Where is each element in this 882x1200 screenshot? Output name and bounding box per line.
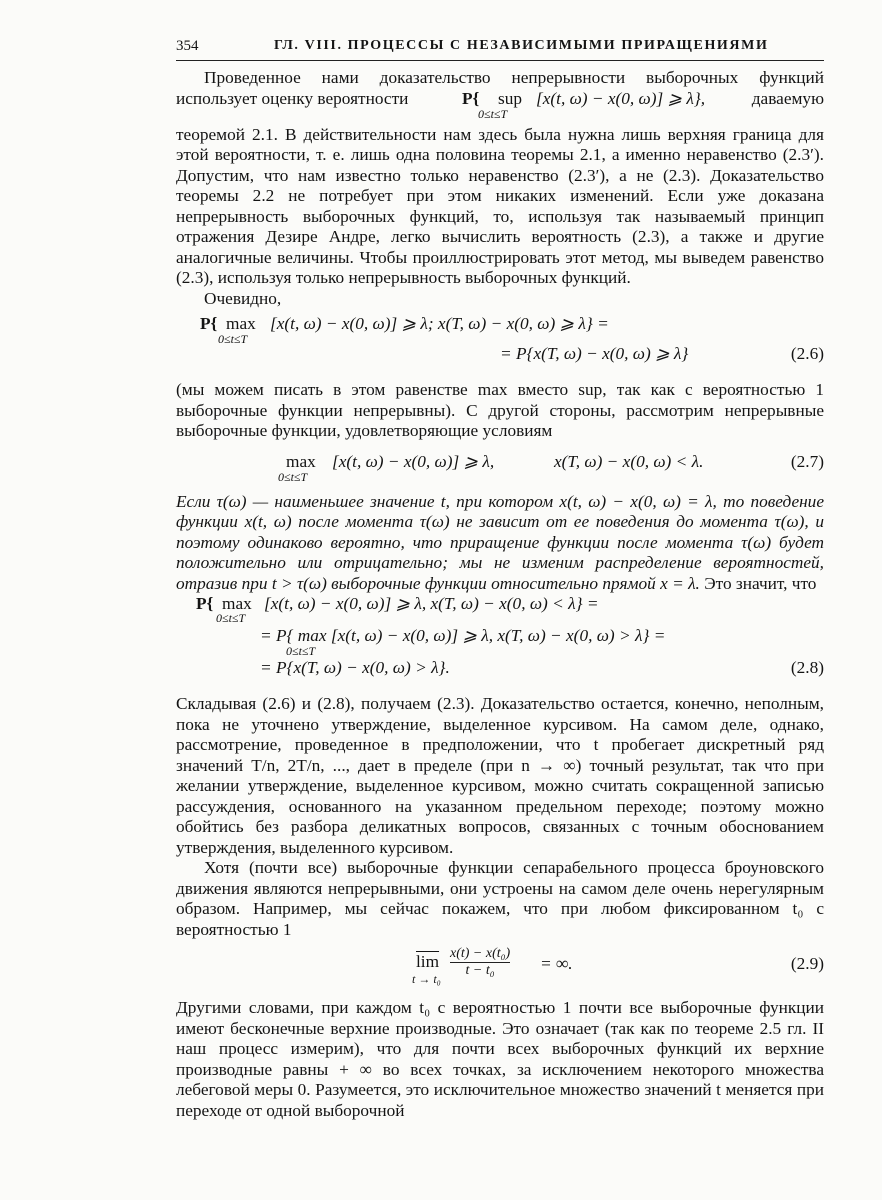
paragraph-1-rest: теоремой 2.1. В действительности нам здесь была нужна лишь верхняя граница для этой вероятности, т. е. лишь одна половина теоремы 2.1, а именно неравенство (2.3′). Допустим, что нам известно только неравенство (2.3′), а не (2.3). Доказательство теоремы 2.2 не потребует при этом никаких изменений. Если уже доказана непрерывность выборочных функций, то, используя так называемый принцип отражения Дезире Андре, легко вычислить вероятность (2.3), а также и другие аналогичные величины. Чтобы проиллюстрировать этот метод, мы выведем равенство (2.3), используя только непрерывность выборочных функций. — [176, 124, 824, 287]
paragraph-7: Другими словами, при каждом t₀ с вероятностью 1 почти все выборочные функции имеют бесконечные верхние производные. Это означает (так как по теореме 2.5 гл. II наш процесс измерим), что для почти всех выборочных функций их верхние производные равны + ∞ во всех точках, за исключением некоторого множества лебеговой меры 0. Разумеется, это исключительное множество значений t меняется при переходе от одной выборочной — [176, 998, 824, 1120]
eq29-rhs: = ∞. — [540, 954, 573, 973]
equation-number-2-6: (2.6) — [790, 344, 824, 363]
paragraph-4-tail: Это значит, что — [704, 573, 817, 593]
equation-2-6-line-2 — [176, 344, 824, 370]
eq29-denominator: t − t₀ — [450, 962, 510, 979]
paragraph-2: Очевидно, — [204, 288, 282, 308]
eq28-expression-2: = P{ max [x(t, ω) − x(0, ω)] ⩾ λ, x(T, ω) − x(0, ω) > λ} = — [260, 626, 666, 645]
eq27-max-subscript: 0≤t≤T — [278, 469, 308, 484]
eq26-expression-1: [x(t, ω) − x(0, ω)] ⩾ λ; x(T, ω) − x(0, ω) ⩾ λ} = — [270, 314, 609, 333]
paragraph-1-line-2-tail: даваемую — [751, 88, 824, 108]
sup-subscript: 0≤t≤T — [478, 106, 508, 121]
equation-2-6-line-1 — [176, 314, 824, 346]
equation-number-2-9: (2.9) — [790, 954, 824, 973]
equation-number-2-8: (2.8) — [790, 658, 824, 677]
page-number: 354 — [176, 38, 199, 54]
paragraph-1-line-2 — [176, 89, 824, 125]
eq29-limsup: $\overline{lim}$ — [416, 952, 440, 971]
running-header — [176, 36, 824, 61]
sup-operator: sup — [497, 88, 522, 108]
eq27-condition-2: x(T, ω) − x(0, ω) < λ. — [554, 451, 704, 471]
italic-statement: Если τ(ω) — наименьшее значение t, при котором x(t, ω) − x(0, ω) = λ, то поведение функции x(t, ω) после момента τ(ω) не зависит от ее поведения до момента τ(ω), и поэтому одинаково вероятно, что приращение функции после момента τ(ω) будет положительно или отрицательно; мы не изменим распределение вероятностей, отразив при t > τ(ω) выборочные функции относительно прямой x = λ. — [176, 491, 824, 593]
paragraph-6: Хотя (почти все) выборочные функции сепарабельного процесса броуновского движения являются непрерывными, они устроены на самом деле очень нерегулярным образом. Например, мы сейчас покажем, что при любом фиксированном t₀ с вероятностью 1 — [176, 858, 824, 939]
eq26-expression-2: = P{x(T, ω) − x(0, ω) ⩾ λ} — [500, 344, 689, 363]
eq29-lim-subscript: t → t₀ — [412, 972, 441, 986]
eq26-prob-symbol: P{ — [200, 314, 218, 333]
chapter-title: ГЛ. VIII. ПРОЦЕССЫ С НЕЗАВИСИМЫМИ ПРИРАЩЕНИЯМИ — [274, 38, 769, 53]
eq26-max-subscript: 0≤t≤T — [218, 332, 248, 346]
eq27-condition-1: [x(t, ω) − x(0, ω)] ⩾ λ, — [332, 451, 495, 471]
eq28-max-subscript: 0≤t≤T — [216, 611, 246, 625]
equation-2-9 — [176, 946, 824, 992]
eq28-expression-3: = P{x(T, ω) − x(0, ω) > λ}. — [260, 658, 450, 677]
equation-2-8-line-1 — [176, 594, 824, 625]
eq28-expression-1: [x(t, ω) − x(0, ω)] ⩾ λ, x(T, ω) − x(0, ω) < λ} = — [264, 594, 599, 613]
paragraph-5: Складывая (2.6) и (2.8), получаем (2.3). Доказательство остается, конечно, неполным, пока не уточнено утверждение, выделенное курсивом. На самом деле, однако, рассмотрение, проведенное в предположении, что t пробегает дискретный ряд значений T/n, 2T/n, ..., дает в пределе (при n → ∞) точный результат, так что при желании утверждение, выделенное курсивом, можно считать сокращенной записью рассуждения, основанного на указанном предельном переходе; поэтому можно обойтись без разбора деликатных вопросов, связанных с точным обоснованием утверждения, выделенного курсивом. — [176, 694, 824, 857]
eq29-numerator: x(t) − x(t₀) — [450, 946, 511, 961]
eq28-max: max — [222, 594, 252, 613]
sup-expression: [x(t, ω) − x(0, ω)] ⩾ λ}, — [536, 88, 706, 108]
prob-symbol: P{ — [462, 88, 480, 108]
eq27-max: max — [286, 451, 316, 471]
paragraph-3: (мы можем писать в этом равенстве max вместо sup, так как с вероятностью 1 выборочные функции непрерывны). С другой стороны, рассмотрим непрерывные выборочные функции, удовлетворяющие условиям — [176, 380, 824, 440]
paragraph-1-line-2-lead: использует оценку вероятности — [176, 88, 409, 108]
equation-2-8-line-3 — [176, 658, 824, 684]
equation-number-2-7: (2.7) — [790, 451, 824, 471]
eq29-fraction — [450, 946, 510, 979]
eq26-max: max — [226, 314, 256, 333]
equation-2-8-line-2 — [176, 626, 824, 656]
eq28-line-2-subscript: 0≤t≤T — [286, 644, 316, 658]
paragraph-4 — [176, 492, 824, 595]
paragraph-1-line-1: Проведенное нами доказательство непрерывности выборочных функций — [204, 68, 824, 87]
page-body — [176, 68, 824, 1121]
eq28-prob-symbol: P{ — [196, 594, 214, 613]
equation-2-7 — [176, 452, 824, 486]
